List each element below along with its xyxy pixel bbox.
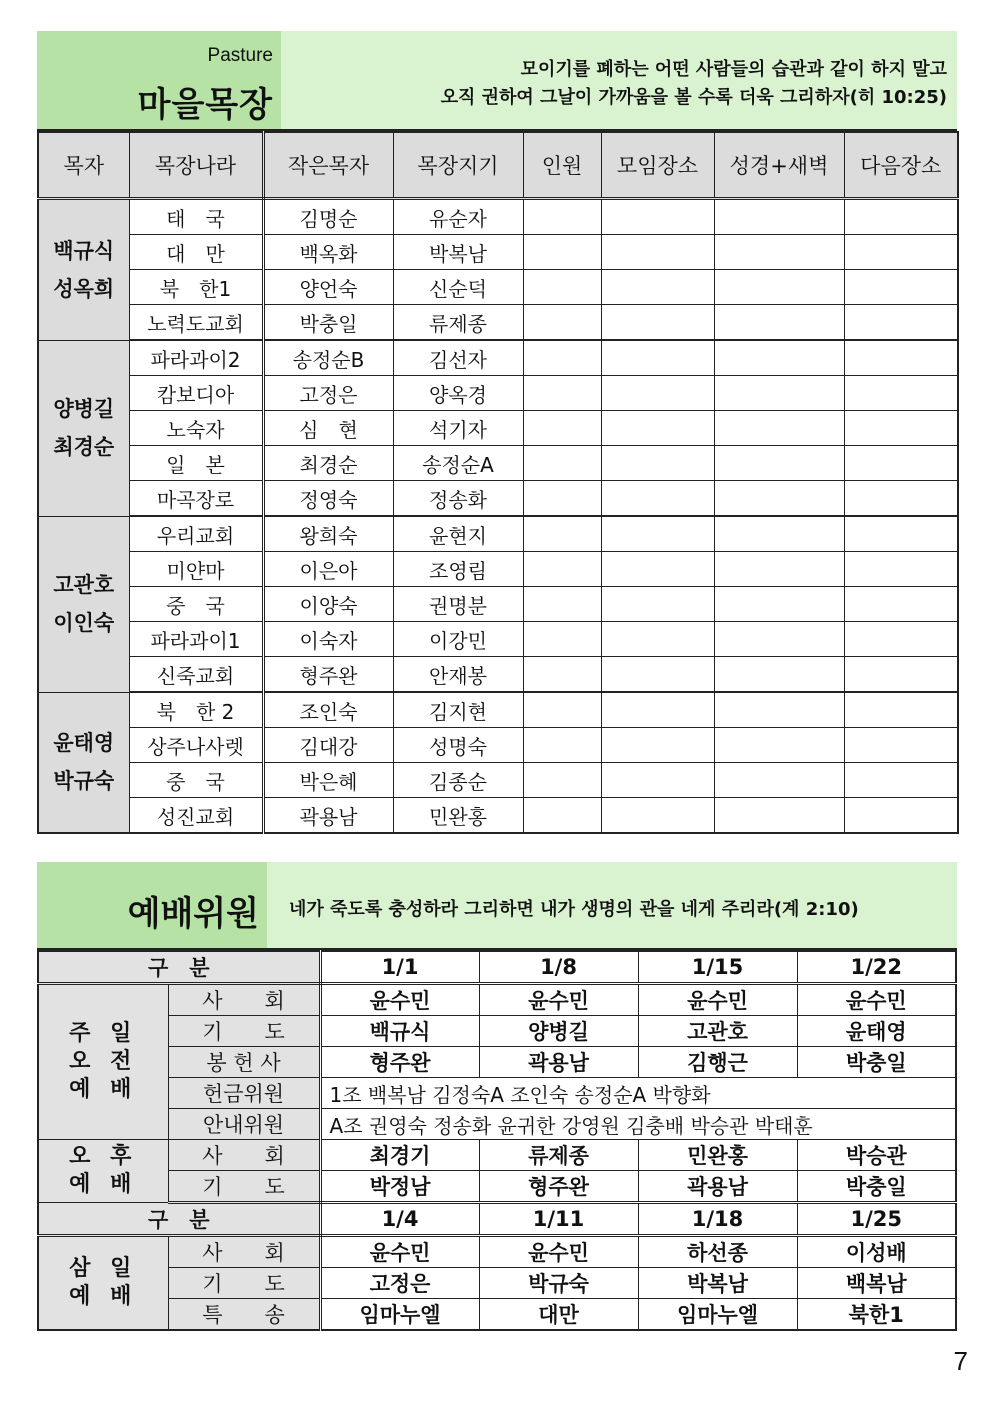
pasture-row	[38, 657, 958, 693]
name-cell: 박충일	[797, 1047, 956, 1078]
nation-cell: 우리교회	[129, 516, 263, 552]
header-keeper: 목장지기	[393, 132, 523, 199]
name-cell: 윤수민	[479, 1236, 638, 1268]
pasture-title-box	[37, 31, 281, 129]
offering-committee-members: 1조 백복남 김정숙A 조인숙 송정순A 박향화	[320, 1078, 956, 1109]
pasture-table-body	[38, 199, 958, 834]
wednesday-date-row	[38, 1203, 956, 1236]
pastor-names	[38, 692, 129, 833]
bible-dawn-cell[interactable]	[714, 235, 844, 270]
next-place-cell[interactable]	[844, 763, 958, 798]
pastor-name: 최경순	[53, 435, 115, 459]
meeting-place-cell[interactable]	[601, 728, 714, 763]
pastor-names	[38, 516, 129, 692]
worship-committee-section	[37, 862, 957, 1331]
name-cell: 하선종	[638, 1236, 797, 1268]
keeper-cell: 정송화	[393, 481, 523, 517]
worship-title-box	[37, 862, 267, 948]
small-pastor-cell: 정영숙	[263, 481, 393, 517]
nation-cell: 노력도교회	[129, 305, 263, 341]
bible-dawn-cell[interactable]	[714, 692, 844, 728]
name-cell: 북한1	[797, 1299, 956, 1331]
pastor-names	[38, 340, 129, 516]
gubun-label: 구 분	[38, 1203, 320, 1236]
name-cell: 최경기	[320, 1140, 479, 1171]
nation-cell: 미얀마	[129, 552, 263, 587]
date-cell: 1/4	[320, 1203, 479, 1236]
am-offering-committee-row	[38, 1078, 956, 1109]
keeper-cell: 유순자	[393, 199, 523, 235]
verse-line-1: 모이기를 폐하는 어떤 사람들의 습관과 같이 하지 말고	[520, 59, 947, 80]
name-cell: 윤수민	[638, 984, 797, 1016]
wed-prayer-row	[38, 1268, 956, 1299]
keeper-cell: 김선자	[393, 340, 523, 376]
pasture-row	[38, 763, 958, 798]
small-pastor-cell: 고정은	[263, 376, 393, 411]
name-cell: 백규식	[320, 1016, 479, 1047]
nation-cell: 대 만	[129, 235, 263, 270]
small-pastor-cell: 왕희숙	[263, 516, 393, 552]
next-place-cell[interactable]	[844, 798, 958, 834]
pastor-name: 윤태영	[53, 731, 115, 756]
attendance-cell[interactable]	[523, 657, 601, 693]
small-pastor-cell: 박은혜	[263, 763, 393, 798]
pasture-table	[37, 131, 959, 834]
bible-dawn-cell[interactable]	[714, 376, 844, 411]
header-next-place: 다음장소	[844, 132, 958, 199]
meeting-place-cell[interactable]	[601, 552, 714, 587]
pastor-name: 양병길	[53, 397, 115, 421]
verse-line-2: 오직 권하여 그날이 가까움을 볼 수록 더욱 그리하자(히 10:25)	[440, 87, 947, 108]
small-pastor-cell: 김명순	[263, 199, 393, 235]
meeting-place-cell[interactable]	[601, 692, 714, 728]
date-cell: 1/22	[797, 951, 956, 984]
role-label: 사 회	[168, 984, 320, 1016]
name-cell: 곽용남	[479, 1047, 638, 1078]
name-cell: 류제종	[479, 1140, 638, 1171]
pasture-row	[38, 235, 958, 270]
sunday-am-label	[38, 984, 168, 1140]
bible-dawn-cell[interactable]	[714, 516, 844, 552]
pasture-row	[38, 199, 958, 235]
next-place-cell[interactable]	[844, 235, 958, 270]
sunday-pm-label	[38, 1140, 168, 1203]
next-place-cell[interactable]	[844, 622, 958, 657]
name-cell: 고관호	[638, 1016, 797, 1047]
bible-dawn-cell[interactable]	[714, 411, 844, 446]
keeper-cell: 김종순	[393, 763, 523, 798]
wed-special-row	[38, 1299, 956, 1331]
worship-title: 예배위원	[127, 894, 259, 934]
name-cell: 윤수민	[479, 984, 638, 1016]
role-label: 헌금위원	[168, 1078, 320, 1109]
bible-dawn-cell[interactable]	[714, 798, 844, 834]
meeting-place-cell[interactable]	[601, 516, 714, 552]
bible-dawn-cell[interactable]	[714, 270, 844, 305]
next-place-cell[interactable]	[844, 446, 958, 481]
bible-dawn-cell[interactable]	[714, 728, 844, 763]
role-label: 봉 헌 사	[168, 1047, 320, 1078]
keeper-cell: 조영림	[393, 552, 523, 587]
pm-prayer-row	[38, 1171, 956, 1203]
next-place-cell[interactable]	[844, 552, 958, 587]
role-label: 사 회	[168, 1236, 320, 1268]
attendance-cell[interactable]	[523, 270, 601, 305]
attendance-cell[interactable]	[523, 411, 601, 446]
pasture-row	[38, 798, 958, 834]
next-place-cell[interactable]	[844, 657, 958, 693]
pasture-row	[38, 340, 958, 376]
keeper-cell: 김지현	[393, 692, 523, 728]
bible-dawn-cell[interactable]	[714, 587, 844, 622]
date-cell: 1/8	[479, 951, 638, 984]
name-cell: 윤수민	[320, 1236, 479, 1268]
sunday-date-row	[38, 951, 956, 984]
pasture-row	[38, 270, 958, 305]
role-label: 기 도	[168, 1016, 320, 1047]
pasture-row	[38, 481, 958, 517]
worship-verse: 네가 죽도록 충성하라 그리하면 내가 생명의 관을 네게 주리라(계 2:10)	[289, 899, 859, 920]
pasture-row	[38, 728, 958, 763]
bible-dawn-cell[interactable]	[714, 199, 844, 235]
bible-dawn-cell[interactable]	[714, 552, 844, 587]
meeting-place-cell[interactable]	[601, 305, 714, 341]
meeting-place-cell[interactable]	[601, 376, 714, 411]
pasture-row	[38, 516, 958, 552]
pasture-header	[37, 31, 957, 131]
nation-cell: 캄보디아	[129, 376, 263, 411]
pastor-name: 고관호	[53, 573, 115, 597]
date-cell: 1/25	[797, 1203, 956, 1236]
keeper-cell: 박복남	[393, 235, 523, 270]
pasture-row	[38, 376, 958, 411]
name-cell: 백복남	[797, 1268, 956, 1299]
role-label: 안내위원	[168, 1109, 320, 1140]
keeper-cell: 양옥경	[393, 376, 523, 411]
bible-dawn-cell[interactable]	[714, 622, 844, 657]
keeper-cell: 안재봉	[393, 657, 523, 693]
pasture-row	[38, 446, 958, 481]
pasture-header-row	[38, 132, 958, 199]
pasture-row	[38, 305, 958, 341]
am-host-row	[38, 984, 956, 1016]
attendance-cell[interactable]	[523, 199, 601, 235]
nation-cell: 중 국	[129, 763, 263, 798]
small-pastor-cell: 김대강	[263, 728, 393, 763]
label-line: 예 배	[69, 1284, 138, 1309]
small-pastor-cell: 양언숙	[263, 270, 393, 305]
name-cell: 박복남	[638, 1268, 797, 1299]
small-pastor-cell: 박충일	[263, 305, 393, 341]
name-cell: 민완홍	[638, 1140, 797, 1171]
nation-cell: 중 국	[129, 587, 263, 622]
attendance-cell[interactable]	[523, 340, 601, 376]
meeting-place-cell[interactable]	[601, 340, 714, 376]
nation-cell: 노숙자	[129, 411, 263, 446]
nation-cell: 북 한1	[129, 270, 263, 305]
attendance-cell[interactable]	[523, 692, 601, 728]
name-cell: 양병길	[479, 1016, 638, 1047]
keeper-cell: 성명숙	[393, 728, 523, 763]
name-cell: 박충일	[797, 1171, 956, 1203]
pasture-title: 마을목장	[137, 85, 273, 125]
attendance-cell[interactable]	[523, 552, 601, 587]
meeting-place-cell[interactable]	[601, 798, 714, 834]
wed-host-row	[38, 1236, 956, 1268]
next-place-cell[interactable]	[844, 270, 958, 305]
nation-cell: 신죽교회	[129, 657, 263, 693]
name-cell: 박규숙	[479, 1268, 638, 1299]
next-place-cell[interactable]	[844, 199, 958, 235]
label-line: 예 배	[69, 1172, 138, 1197]
label-line: 주 일	[69, 1021, 138, 1046]
nation-cell: 일 본	[129, 446, 263, 481]
header-pastor: 목자	[38, 132, 129, 199]
attendance-cell[interactable]	[523, 728, 601, 763]
name-cell: 고정은	[320, 1268, 479, 1299]
meeting-place-cell[interactable]	[601, 657, 714, 693]
keeper-cell: 권명분	[393, 587, 523, 622]
am-offering-row	[38, 1047, 956, 1078]
attendance-cell[interactable]	[523, 763, 601, 798]
attendance-cell[interactable]	[523, 481, 601, 517]
header-bible-dawn: 성경+새벽	[714, 132, 844, 199]
keeper-cell: 윤현지	[393, 516, 523, 552]
small-pastor-cell: 조인숙	[263, 692, 393, 728]
next-place-cell[interactable]	[844, 587, 958, 622]
worship-table	[37, 950, 957, 1331]
role-label: 기 도	[168, 1171, 320, 1203]
label-line: 오 후	[69, 1144, 138, 1169]
pasture-row	[38, 552, 958, 587]
attendance-cell[interactable]	[523, 305, 601, 341]
pastor-name: 백규식	[53, 238, 115, 263]
wednesday-label	[38, 1236, 168, 1331]
nation-cell: 태 국	[129, 199, 263, 235]
nation-cell: 상주나사렛	[129, 728, 263, 763]
date-cell: 1/18	[638, 1203, 797, 1236]
meeting-place-cell[interactable]	[601, 587, 714, 622]
next-place-cell[interactable]	[844, 305, 958, 341]
meeting-place-cell[interactable]	[601, 481, 714, 517]
header-meeting-place: 모임장소	[601, 132, 714, 199]
name-cell: 김행근	[638, 1047, 797, 1078]
bible-dawn-cell[interactable]	[714, 305, 844, 341]
date-cell: 1/1	[320, 951, 479, 984]
header-attendance: 인원	[523, 132, 601, 199]
date-cell: 1/11	[479, 1203, 638, 1236]
am-guide-committee-row	[38, 1109, 956, 1140]
guide-committee-members: A조 권영숙 정송화 윤귀한 강영원 김충배 박승관 박태훈	[320, 1109, 956, 1140]
pasture-row	[38, 622, 958, 657]
role-label: 기 도	[168, 1268, 320, 1299]
name-cell: 윤태영	[797, 1016, 956, 1047]
am-prayer-row	[38, 1016, 956, 1047]
name-cell: 곽용남	[638, 1171, 797, 1203]
label-line: 오 전	[69, 1049, 138, 1074]
pasture-verse	[441, 56, 947, 112]
name-cell: 형주완	[320, 1047, 479, 1078]
next-place-cell[interactable]	[844, 481, 958, 517]
name-cell: 박승관	[797, 1140, 956, 1171]
name-cell: 이성배	[797, 1236, 956, 1268]
attendance-cell[interactable]	[523, 446, 601, 481]
next-place-cell[interactable]	[844, 411, 958, 446]
nation-cell: 마곡장로	[129, 481, 263, 517]
small-pastor-cell: 송정순B	[263, 340, 393, 376]
bible-dawn-cell[interactable]	[714, 340, 844, 376]
keeper-cell: 류제종	[393, 305, 523, 341]
keeper-cell: 신순덕	[393, 270, 523, 305]
bible-dawn-cell[interactable]	[714, 763, 844, 798]
header-nation: 목장나라	[129, 132, 263, 199]
small-pastor-cell: 형주완	[263, 657, 393, 693]
next-place-cell[interactable]	[844, 516, 958, 552]
worship-header	[37, 862, 957, 950]
small-pastor-cell: 심 현	[263, 411, 393, 446]
keeper-cell: 송정순A	[393, 446, 523, 481]
pm-host-row	[38, 1140, 956, 1171]
meeting-place-cell[interactable]	[601, 199, 714, 235]
page-number: 7	[953, 1346, 968, 1376]
keeper-cell: 민완홍	[393, 798, 523, 834]
small-pastor-cell: 백옥화	[263, 235, 393, 270]
keeper-cell: 석기자	[393, 411, 523, 446]
bible-dawn-cell[interactable]	[714, 446, 844, 481]
nation-cell: 파라과이1	[129, 622, 263, 657]
small-pastor-cell: 이양숙	[263, 587, 393, 622]
next-place-cell[interactable]	[844, 692, 958, 728]
label-line: 삼 일	[69, 1256, 138, 1281]
pastor-name: 이인숙	[53, 611, 115, 635]
role-label: 특 송	[168, 1299, 320, 1331]
nation-cell: 북 한 2	[129, 692, 263, 728]
name-cell: 윤수민	[797, 984, 956, 1016]
next-place-cell[interactable]	[844, 340, 958, 376]
small-pastor-cell: 이숙자	[263, 622, 393, 657]
meeting-place-cell[interactable]	[601, 763, 714, 798]
name-cell: 박정남	[320, 1171, 479, 1203]
header-small-pastor: 작은목자	[263, 132, 393, 199]
name-cell: 형주완	[479, 1171, 638, 1203]
attendance-cell[interactable]	[523, 798, 601, 834]
pastor-name: 박규숙	[53, 769, 115, 794]
attendance-cell[interactable]	[523, 516, 601, 552]
pasture-row	[38, 692, 958, 728]
nation-cell: 파라과이2	[129, 340, 263, 376]
role-label: 사 회	[168, 1140, 320, 1171]
next-place-cell[interactable]	[844, 376, 958, 411]
name-cell: 윤수민	[320, 984, 479, 1016]
meeting-place-cell[interactable]	[601, 235, 714, 270]
pasture-row	[38, 411, 958, 446]
pastor-names	[38, 199, 129, 341]
next-place-cell[interactable]	[844, 728, 958, 763]
gubun-label: 구 분	[38, 951, 320, 984]
small-pastor-cell: 곽용남	[263, 798, 393, 834]
small-pastor-cell: 이은아	[263, 552, 393, 587]
village-pasture-section	[37, 31, 957, 834]
small-pastor-cell: 최경순	[263, 446, 393, 481]
nation-cell: 성진교회	[129, 798, 263, 834]
date-cell: 1/15	[638, 951, 797, 984]
pasture-row	[38, 587, 958, 622]
keeper-cell: 이강민	[393, 622, 523, 657]
name-cell: 임마누엘	[320, 1299, 479, 1331]
label-line: 예 배	[69, 1077, 138, 1102]
attendance-cell[interactable]	[523, 587, 601, 622]
meeting-place-cell[interactable]	[601, 622, 714, 657]
bible-dawn-cell[interactable]	[714, 657, 844, 693]
name-cell: 임마누엘	[638, 1299, 797, 1331]
meeting-place-cell[interactable]	[601, 446, 714, 481]
attendance-cell[interactable]	[523, 622, 601, 657]
pastor-name: 성옥희	[53, 276, 115, 301]
meeting-place-cell[interactable]	[601, 270, 714, 305]
name-cell: 대만	[479, 1299, 638, 1331]
attendance-cell[interactable]	[523, 235, 601, 270]
meeting-place-cell[interactable]	[601, 411, 714, 446]
attendance-cell[interactable]	[523, 376, 601, 411]
bible-dawn-cell[interactable]	[714, 481, 844, 517]
pasture-subtitle: Pasture	[207, 45, 273, 66]
